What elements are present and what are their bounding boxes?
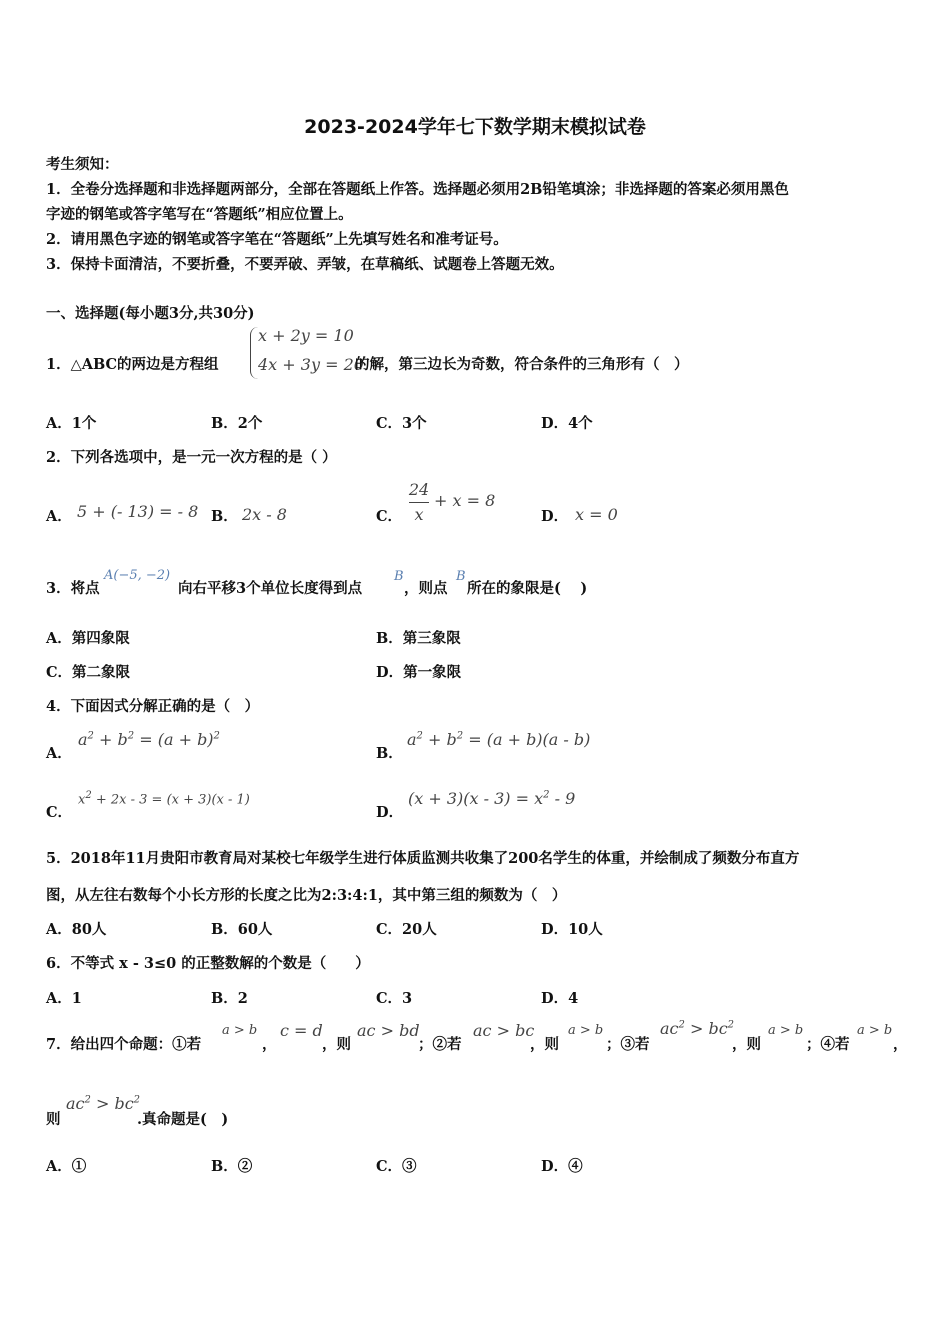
q5-option-c[interactable]: C．20人 bbox=[376, 921, 437, 938]
q7-part-6: ；③若 bbox=[606, 1036, 650, 1053]
q2-option-c-denominator: x bbox=[414, 505, 424, 524]
q2-option-a-label[interactable]: A． bbox=[46, 508, 72, 525]
q5-option-a[interactable]: A．80人 bbox=[46, 921, 107, 938]
q1-equation-2: 4x + 3y = 20 bbox=[258, 355, 364, 374]
q7-part-8: ；④若 bbox=[806, 1036, 850, 1053]
q1-option-a[interactable]: A．1个 bbox=[46, 415, 97, 432]
q1-option-d[interactable]: D．4个 bbox=[541, 415, 593, 432]
q3-option-a[interactable]: A．第四象限 bbox=[46, 630, 130, 647]
q6-option-c[interactable]: C．3 bbox=[376, 990, 413, 1007]
q4-option-a-label[interactable]: A． bbox=[46, 745, 72, 762]
q4-option-b-math: $a^2 + b^2 = (a + b)(a - b)$ bbox=[407, 730, 591, 749]
notice-item-1b: 字迹的钢笔或答字笔写在“答题纸”相应位置上。 bbox=[46, 206, 353, 223]
q7-math-5: a > b bbox=[568, 1023, 604, 1038]
q3-point-a: A(−5, −2) bbox=[104, 568, 171, 583]
q5-line-2: 图，从左往右数每个小长方形的长度之比为2:3:4:1，其中第三组的频数为（ ） bbox=[46, 887, 567, 904]
q4-stem: 4．下面因式分解正确的是（ ） bbox=[46, 698, 260, 715]
q4-option-c-math: $x^2 + 2x - 3 = (x + 3)(x - 1)$ bbox=[78, 790, 250, 808]
q7-part-5: ，则 bbox=[530, 1036, 559, 1053]
q3-prefix: 3．将点 bbox=[46, 580, 100, 597]
q7-part-7: ，则 bbox=[732, 1036, 761, 1053]
q7-part-3: ，则 bbox=[322, 1036, 351, 1053]
q4-option-d-label[interactable]: D． bbox=[376, 804, 404, 821]
notice-item-3: 3．保持卡面清洁，不要折叠，不要弄破、弄皱，在草稿纸、试题卷上答题无效。 bbox=[46, 256, 564, 273]
q7-option-a[interactable]: A．① bbox=[46, 1158, 87, 1175]
q2-option-c-rest: + x = 8 bbox=[434, 491, 496, 510]
q5-line-1: 5．2018年11月贵阳市教育局对某校七年级学生进行体质监测共收集了200名学生的体重，并绘制成了频数分布直方 bbox=[46, 850, 800, 867]
notice-item-2: 2．请用黑色字迹的钢笔或答字笔在“答题纸”上先填写姓名和准考证号。 bbox=[46, 231, 508, 248]
q7-part-1: 7．给出四个命题：①若 bbox=[46, 1036, 202, 1053]
q4-option-c-label[interactable]: C． bbox=[46, 804, 73, 821]
q1-option-c[interactable]: C．3个 bbox=[376, 415, 427, 432]
page-title: 2023-2024学年七下数学期末模拟试卷 bbox=[304, 116, 646, 138]
q5-option-d[interactable]: D．10人 bbox=[541, 921, 603, 938]
q1-equation-1: x + 2y = 10 bbox=[258, 326, 354, 345]
q4-option-d-math: $(x + 3)(x - 3) = x^2 - 9$ bbox=[408, 789, 576, 808]
q6-option-a[interactable]: A．1 bbox=[46, 990, 82, 1007]
q6-option-b[interactable]: B．2 bbox=[211, 990, 248, 1007]
q3-option-c[interactable]: C．第二象限 bbox=[46, 664, 131, 681]
notice-item-1a: 1．全卷分选择题和非选择题两部分，全部在答题纸上作答。选择题必须用2B铅笔填涂；非选择题的答案必须用黑色 bbox=[46, 181, 789, 198]
q7-math-4: ac > bc bbox=[473, 1021, 535, 1040]
q7-math-7: a > b bbox=[768, 1023, 804, 1038]
q7-math-3: ac > bd bbox=[357, 1021, 420, 1040]
q3-point-b: B bbox=[394, 569, 404, 584]
q2-option-a-math: 5 + (- 13) = - 8 bbox=[77, 502, 199, 521]
section-heading: 一、选择题(每小题3分,共30分) bbox=[46, 305, 255, 322]
q2-stem: 2．下列各选项中，是一元一次方程的是（ ） bbox=[46, 449, 337, 466]
q1-prefix: 1．△ABC的两边是方程组 bbox=[46, 356, 219, 373]
q7-option-b[interactable]: B．② bbox=[211, 1158, 253, 1175]
q2-option-d-label[interactable]: D． bbox=[541, 508, 569, 525]
q7-part-10: 则 bbox=[46, 1111, 61, 1128]
q3-point-b-2: B bbox=[456, 569, 466, 584]
q7-math-6: $ac^2 > bc^2$ bbox=[660, 1019, 735, 1038]
q2-option-d-math: x = 0 bbox=[575, 505, 618, 524]
q3-suffix: 所在的象限是( ) bbox=[467, 580, 588, 597]
q3-mid: 向右平移3个单位长度得到点 bbox=[178, 580, 363, 597]
q7-math-1: a > b bbox=[222, 1023, 258, 1038]
q1-option-b[interactable]: B．2个 bbox=[211, 415, 263, 432]
notice-heading: 考生须知： bbox=[46, 156, 119, 173]
q2-option-c-numerator: 24 bbox=[408, 480, 430, 499]
q2-option-b-math: 2x - 8 bbox=[242, 505, 287, 524]
q3-option-d[interactable]: D．第一象限 bbox=[376, 664, 462, 681]
q7-part-4: ；②若 bbox=[418, 1036, 462, 1053]
q2-option-c-label[interactable]: C． bbox=[376, 508, 403, 525]
q4-option-b-label[interactable]: B． bbox=[376, 745, 403, 762]
q7-math-8: a > b bbox=[857, 1023, 893, 1038]
q7-math-9: $ac^2 > bc^2$ bbox=[66, 1094, 141, 1113]
q7-part-11: .真命题是( ) bbox=[137, 1111, 229, 1128]
fraction-bar bbox=[409, 502, 429, 503]
q3-mid2: ，则点 bbox=[404, 580, 448, 597]
q5-option-b[interactable]: B．60人 bbox=[211, 921, 273, 938]
q1-suffix: 的解，第三边长为奇数，符合条件的三角形有（ ） bbox=[355, 356, 689, 373]
q7-option-d[interactable]: D．④ bbox=[541, 1158, 583, 1175]
q7-part-9: ， bbox=[893, 1036, 908, 1053]
q6-option-d[interactable]: D．4 bbox=[541, 990, 579, 1007]
q7-math-2: c = d bbox=[280, 1021, 323, 1040]
q4-option-a-math: $a^2 + b^2 = (a + b)^2$ bbox=[78, 730, 220, 749]
q7-option-c[interactable]: C．③ bbox=[376, 1158, 417, 1175]
q2-option-b-label[interactable]: B． bbox=[211, 508, 238, 525]
q6-stem: 6．不等式 x - 3≤0 的正整数解的个数是（ ） bbox=[46, 955, 370, 972]
q7-part-2: ， bbox=[262, 1036, 277, 1053]
q3-option-b[interactable]: B．第三象限 bbox=[376, 630, 461, 647]
